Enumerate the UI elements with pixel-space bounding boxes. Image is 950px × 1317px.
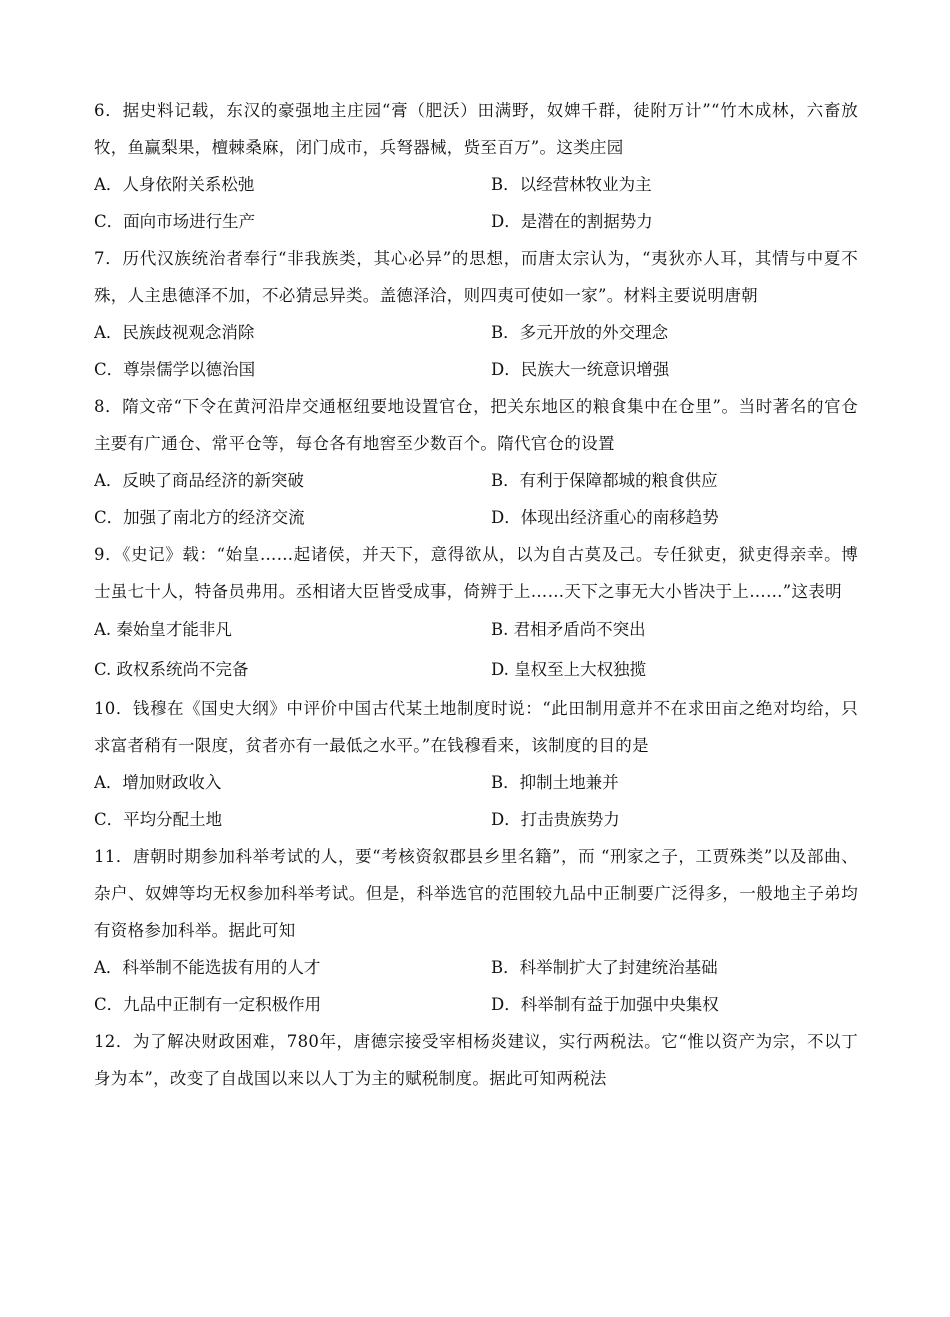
option-a: A．反映了商品经济的新突破 xyxy=(94,471,304,490)
option-d: D．民族大一统意识增强 xyxy=(491,360,670,379)
option-b: B．科举制扩大了封建统治基础 xyxy=(491,958,718,977)
question-stem: 8．隋文帝“下令在黄河沿岸交通枢纽要地设置官仓，把关东地区的粮食集中在仓里”。当时著名的官仓主要有广通仓、常平仓等，每仓各有地窖至少数百个。隋代官仓的设置 xyxy=(94,397,858,453)
option-a: A．人身依附关系松弛 xyxy=(94,175,255,194)
option-b: B．以经营林牧业为主 xyxy=(491,175,652,194)
question-11 xyxy=(94,838,858,1023)
option-c: C．平均分配土地 xyxy=(94,810,223,829)
options-grid xyxy=(94,764,858,838)
option-c: C．面向市场进行生产 xyxy=(94,212,256,231)
option-d: D．体现出经济重心的南移趋势 xyxy=(491,508,719,527)
question-stem: 9．《史记》载：“始皇……起诸侯，并天下，意得欲从，以为自古莫及己。专任狱吏，狱吏得亲幸。博士虽七十人，特备员弗用。丞相诸大臣皆受成事，倚辨于上……天下之事无大小皆决于上……”这表明 xyxy=(94,545,858,601)
option-c: C．加强了南北方的经济交流 xyxy=(94,508,305,527)
question-6 xyxy=(94,92,858,240)
question-8 xyxy=(94,388,858,536)
options-grid xyxy=(94,314,858,388)
question-stem: 6．据史料记载，东汉的豪强地主庄园“膏（肥沃）田满野，奴婢千群，徒附万计”“竹木成林，六畜放牧，鱼赢梨果，檀棘桑麻，闭门成市，兵弩器械，赀至百万”。这类庄园 xyxy=(94,101,858,157)
option-a: A. 秦始皇才能非凡 xyxy=(94,620,232,639)
option-c: C．九品中正制有一定积极作用 xyxy=(94,995,322,1014)
option-d: D．科举制有益于加强中央集权 xyxy=(491,995,719,1014)
option-d: D．是潜在的割据势力 xyxy=(491,212,653,231)
option-d: D．打击贵族势力 xyxy=(491,810,620,829)
question-stem: 7．历代汉族统治者奉行“非我族类，其心必异”的思想，而唐太宗认为，“夷狄亦人耳，其情与中夏不殊，人主患德泽不加，不必猜忌异类。盖德泽洽，则四夷可使如一家”。材料主要说明唐朝 xyxy=(94,249,858,305)
question-10 xyxy=(94,690,858,838)
question-7 xyxy=(94,240,858,388)
question-stem: 11．唐朝时期参加科举考试的人，要“考核资叙郡县乡里名籍”，而 “刑家之子，工贾殊类”以及部曲、杂户、奴婢等均无权参加科举考试。但是，科举选官的范围较九品中正制要广泛得多，一般地主子弟均有资格参加科举。据此可知 xyxy=(94,847,858,940)
option-c: C．尊崇儒学以德治国 xyxy=(94,360,256,379)
option-a: A．科举制不能选拔有用的人才 xyxy=(94,958,321,977)
option-b: B. 君相矛盾尚不突出 xyxy=(491,620,646,639)
question-9 xyxy=(94,536,858,690)
option-b: B．多元开放的外交理念 xyxy=(491,323,669,342)
question-stem: 12．为了解决财政困难，780年，唐德宗接受宰相杨炎建议，实行两税法。它“惟以资产为宗，不以丁身为本”，改变了自战国以来以人丁为主的赋税制度。据此可知两税法 xyxy=(94,1032,858,1088)
options-grid xyxy=(94,166,858,240)
exam-page xyxy=(94,92,858,1097)
options-grid xyxy=(94,610,858,690)
option-b: B．抑制土地兼并 xyxy=(491,773,619,792)
option-c: C. 政权系统尚不完备 xyxy=(94,660,249,679)
option-a: A．民族歧视观念消除 xyxy=(94,323,255,342)
option-b: B．有利于保障都城的粮食供应 xyxy=(491,471,718,490)
option-d: D. 皇权至上大权独揽 xyxy=(491,660,647,679)
option-a: A．增加财政收入 xyxy=(94,773,222,792)
options-grid xyxy=(94,949,858,1023)
question-stem: 10．钱穆在《国史大纲》中评价中国古代某土地制度时说：“此田制用意并不在求田亩之绝对均给，只求富者稍有一限度，贫者亦有一最低之水平。”在钱穆看来，该制度的目的是 xyxy=(94,699,858,755)
question-12 xyxy=(94,1023,858,1097)
options-grid xyxy=(94,462,858,536)
